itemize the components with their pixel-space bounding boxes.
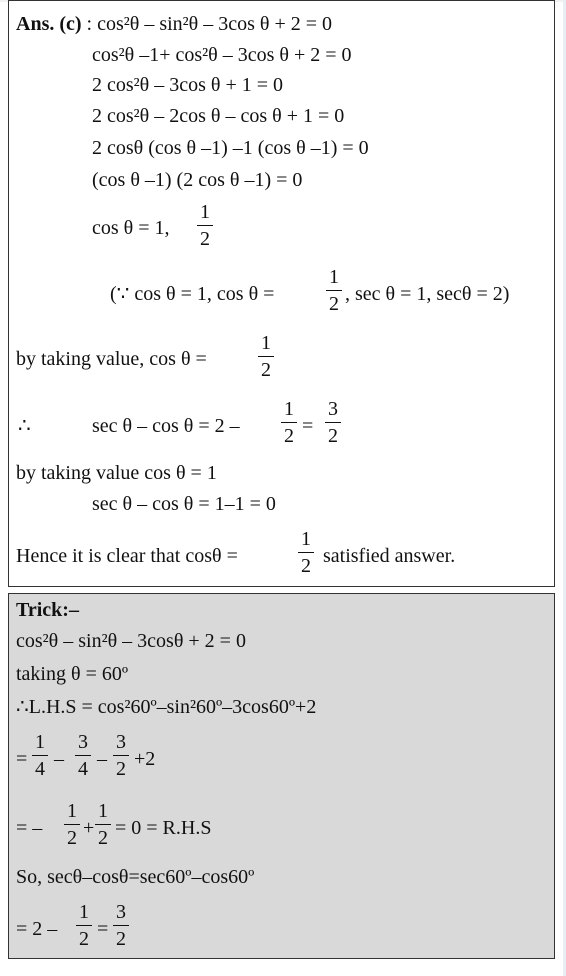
fraction-bar [64,824,80,825]
fraction-denominator: 2 [116,928,126,950]
fraction-denominator: 2 [200,228,210,250]
fraction-numerator: 1 [284,398,294,420]
answer-step-1: cos²θ –1+ cos²θ – 3cos θ + 2 = 0 [92,44,352,66]
fraction-one-quarter [32,732,48,779]
hence-suffix: satisfied answer. [323,545,456,567]
fraction-bar [113,925,129,926]
answer-last-step: sec θ – cos θ = 1–1 = 0 [92,493,276,515]
answer-first-line [16,14,332,34]
taking-value-2: by taking value cos θ = 1 [16,462,217,484]
answer-step-4: 2 cosθ (cos θ –1) –1 (cos θ –1) = 0 [92,137,369,159]
fraction-numerator: 1 [329,266,339,288]
fraction-bar [113,755,129,756]
fraction-numerator: 3 [116,901,126,923]
trick-box [8,593,555,959]
therefore-expression: sec θ – cos θ = 2 – [92,415,240,437]
answer-step-3: 2 cos²θ – 2cos θ – cos θ + 1 = 0 [92,105,345,127]
fraction-numerator: 3 [328,398,338,420]
fraction-numerator: 3 [116,731,126,753]
fraction-numerator: 1 [261,332,271,354]
answer-main-equation: : cos²θ – sin²θ – 3cos θ + 2 = 0 [81,13,333,35]
minus-sign: – [54,748,64,770]
answer-step-2: 2 cos²θ – 3cos θ + 1 = 0 [92,74,284,96]
fraction-numerator: 1 [98,800,108,822]
fraction-bar [76,925,92,926]
fraction-numerator: 1 [67,800,77,822]
plus-sign: + [83,817,95,839]
fraction-denominator: 2 [67,827,77,849]
fraction-denominator: 4 [35,758,45,780]
fraction-one-half [258,333,274,380]
equals-sign: = [302,415,314,437]
fraction-numerator: 3 [78,731,88,753]
fraction-one-half [76,902,92,949]
fraction-denominator: 2 [98,827,108,849]
trick-line-1: cos²θ – sin²θ – 3cosθ + 2 = 0 [16,630,246,652]
plus-two: +2 [134,748,156,770]
fraction-numerator: 1 [200,201,210,223]
answer-step-6: cos θ = 1, [92,217,170,239]
trick-line-3: ∴L.H.S = cos²60º–sin²60º–3cos60º+2 [16,696,317,718]
answer-step-5: (cos θ –1) (2 cos θ –1) = 0 [92,169,303,191]
equals-sign: = [16,748,28,770]
fraction-one-half [326,267,342,314]
fraction-bar [75,755,91,756]
taking-value-1: by taking value, cos θ = [16,348,207,370]
fraction-denominator: 2 [328,425,338,447]
fraction-one-half [298,529,314,576]
fraction-bar [298,552,314,553]
fraction-bar [197,225,213,226]
answer-heading: Ans. (c) [16,13,82,35]
fraction-bar [32,755,48,756]
fraction-denominator: 2 [301,555,311,577]
fraction-bar [326,290,342,291]
fraction-bar [258,356,274,357]
because-suffix: , sec θ = 1, secθ = 2) [345,283,510,305]
fraction-numerator: 1 [35,731,45,753]
fraction-numerator: 1 [301,528,311,550]
equals-sign: = [97,918,109,940]
trick-line-6: So, secθ–cosθ=sec60º–cos60º [16,866,255,888]
minus-sign: – [97,748,107,770]
fraction-numerator: 1 [79,901,89,923]
fraction-three-halves [325,399,341,446]
fraction-denominator: 2 [79,928,89,950]
fraction-one-half [64,801,80,848]
fraction-three-halves [113,732,129,779]
trick-final-expression: = 2 – [16,918,58,940]
fraction-one-half [95,801,111,848]
fraction-bar [95,824,111,825]
negative-equals: = – [16,817,43,839]
answer-box [8,0,555,587]
fraction-denominator: 2 [284,425,294,447]
fraction-bar [281,422,297,423]
therefore-symbol: ∴ [18,415,31,437]
fraction-three-halves [113,902,129,949]
fraction-one-half [281,399,297,446]
trick-heading: Trick:– [16,599,79,621]
fraction-denominator: 2 [116,758,126,780]
fraction-one-half [197,202,213,249]
fraction-denominator: 2 [329,293,339,315]
hence-prefix: Hence it is clear that cosθ = [16,545,238,567]
fraction-denominator: 2 [261,359,271,381]
fraction-bar [325,422,341,423]
fraction-denominator: 4 [78,758,88,780]
fraction-three-quarters [75,732,91,779]
trick-line-2: taking θ = 60º [16,663,129,685]
because-prefix: (∵ cos θ = 1, cos θ = [110,283,275,305]
rhs-result: = 0 = R.H.S [115,817,212,839]
